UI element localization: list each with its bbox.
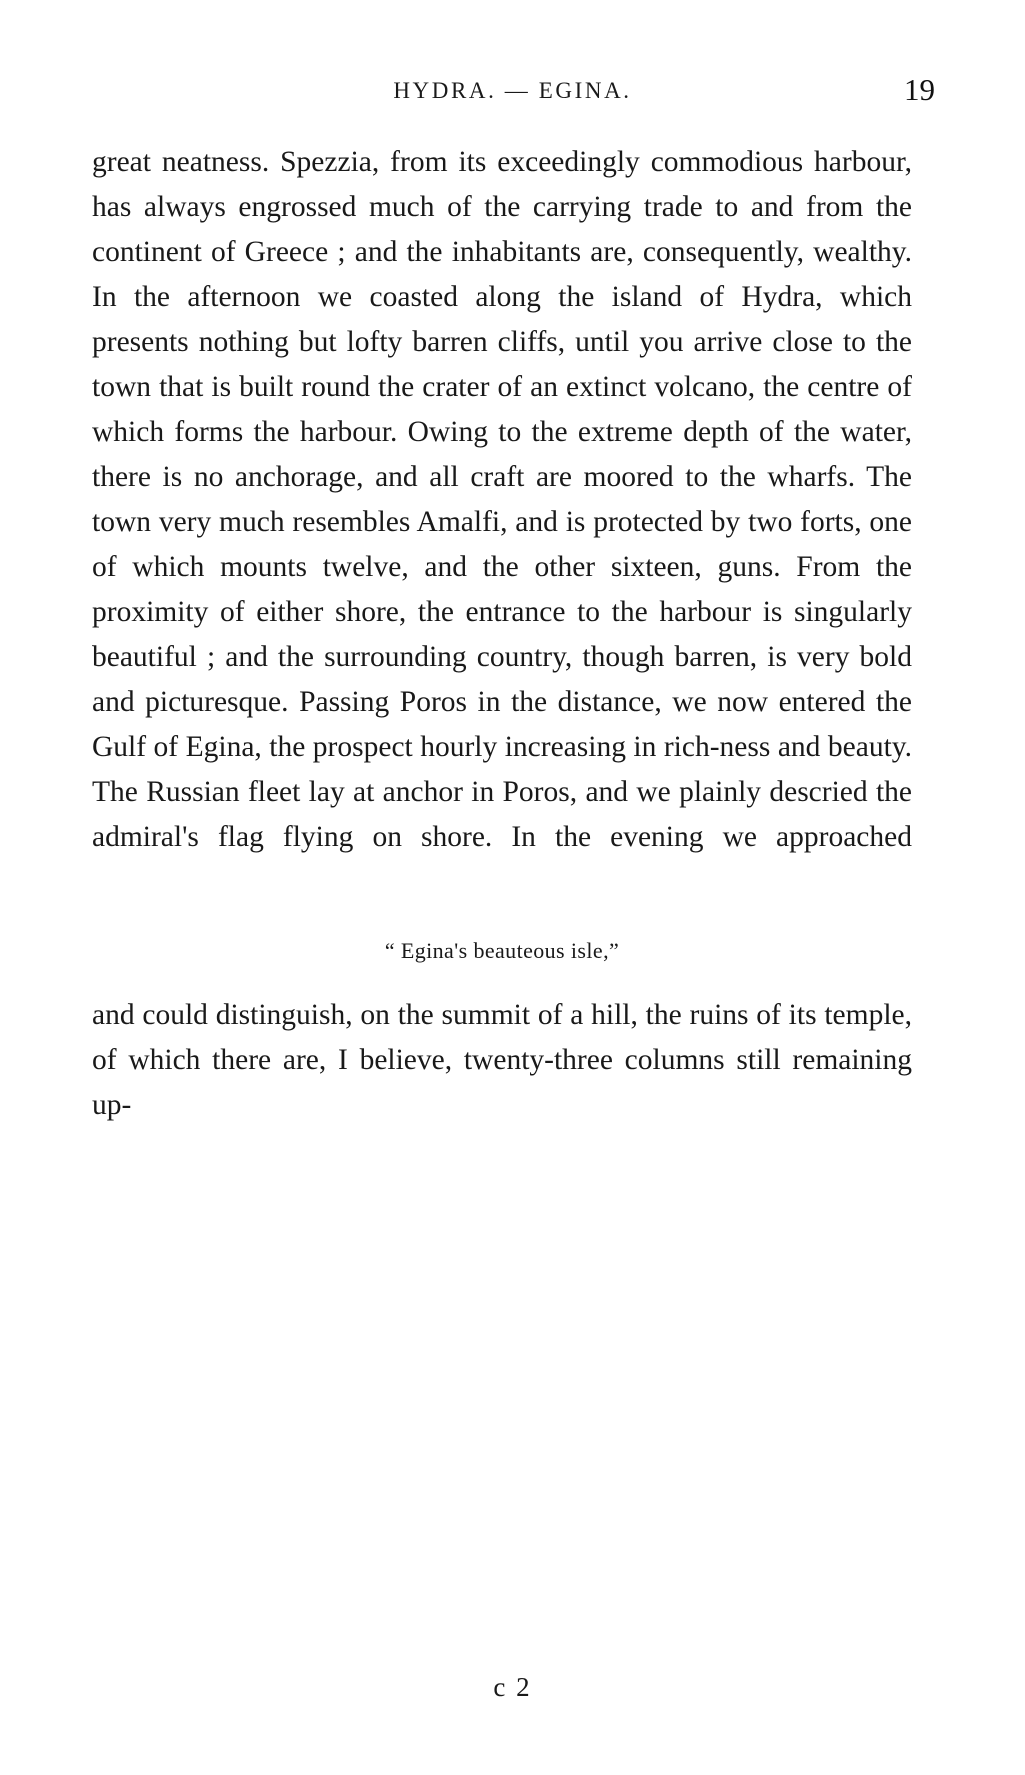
paragraph-tail: and could distinguish, on the summit of a hill, the ruins of its temple, of which there are, I believe, twenty-three columns still remaining up- [92,999,912,1121]
running-head-title: HYDRA. — EGINA. [393,78,632,103]
verse-quotation: “ Egina's beauteous isle,” [384,938,620,963]
page-number: 19 [904,72,935,107]
running-head [0,72,1025,118]
body-text [92,140,912,1128]
paragraph: great neatness. Spezzia, from its exceedingly commodious harbour, has always engrossed much of the carrying trade to and from the continent of Greece ; and the inhabitants are, consequently, wealthy. In the afternoon we coasted along the island of Hydra, which presents nothing but lofty barren cliffs, until you arrive close to the town that is built round the crater of an extinct volcano, the centre of which forms the harbour. Owing to the extreme depth of the water, there is no anchorage, and all craft are moored to the wharfs. The town very much resembles Amalfi, and is protected by two forts, one of which mounts twelve, and the other sixteen, guns. From the proximity of either shore, the entrance to the harbour is singularly beautiful ; and the surrounding country, though barren, is very bold and picturesque. Passing Poros in the distance, we now entered the Gulf of Egina, the prospect hourly increasing in rich-ness and beauty. The Russian fleet lay at anchor in Poros, and we plainly descried the admiral's flag flying on shore. In the evening we approached [92,146,912,853]
signature-mark: c 2 [493,1672,532,1702]
